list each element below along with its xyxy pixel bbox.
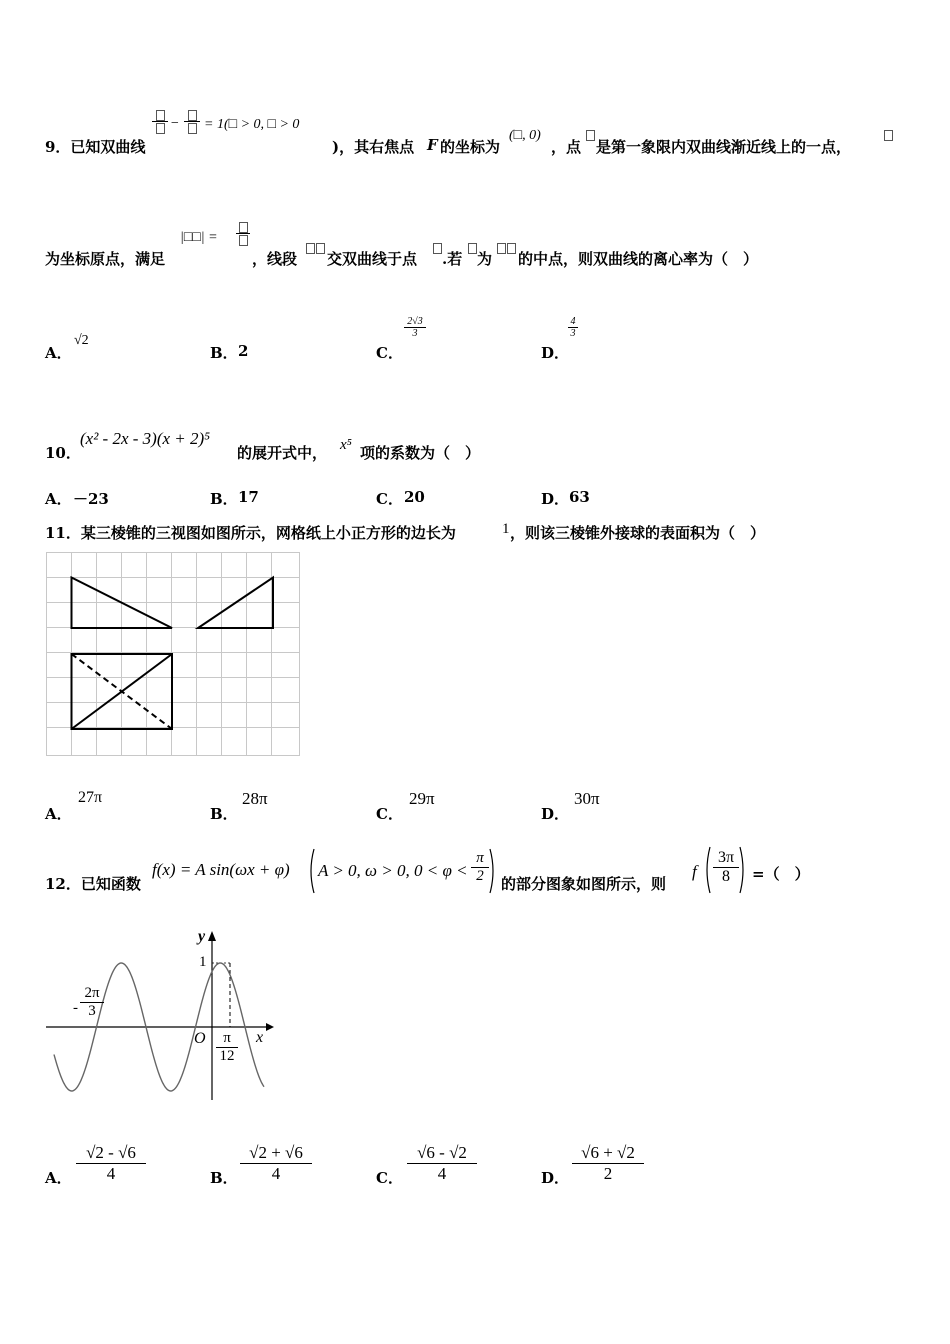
q10-number: 10． xyxy=(45,444,81,462)
q9-number: 9．已知双曲线 xyxy=(45,138,146,156)
q11-option-a[interactable]: A． xyxy=(45,805,72,823)
q9-formula: = 1(□ > 0, □ > 0 xyxy=(204,117,300,132)
q11-option-b[interactable]: B． xyxy=(210,805,238,823)
q9-option-d[interactable]: D． xyxy=(541,344,570,362)
q9-option-b[interactable]: B． xyxy=(210,344,238,362)
origin-label: O xyxy=(194,1030,206,1047)
q11-option-c[interactable]: C． xyxy=(376,805,403,823)
q11-stem: 11．某三棱锥的三视图如图所示，网格纸上小正方形的边长为 xyxy=(45,524,456,542)
q10-option-a[interactable]: A． xyxy=(45,490,72,508)
q9-option-a[interactable]: A． xyxy=(45,344,72,362)
q10-expression: (x² - 2x - 3)(x + 2)⁵ xyxy=(80,429,211,448)
q12-function: f(x) = A sin(ωx + φ) xyxy=(152,860,290,879)
q9-abs: |□□| = xyxy=(180,230,218,245)
pi-twelfth-label: $\frac{\pi}{12}$ xyxy=(216,1030,238,1065)
neg-two-pi-third-label: $\frac{2\pi}{3}$ xyxy=(80,985,104,1020)
q9-frac-y xyxy=(184,110,200,134)
q10-option-b[interactable]: B． xyxy=(210,490,238,508)
y-axis-label: y xyxy=(198,928,206,945)
q12-option-d[interactable]: D． xyxy=(541,1169,570,1187)
q11-option-d[interactable]: D． xyxy=(541,805,570,823)
q10-option-d[interactable]: D． xyxy=(541,490,570,508)
x-axis-label: x xyxy=(256,1029,264,1046)
three-view-grid-figure xyxy=(46,552,301,757)
q12-option-a[interactable]: A． xyxy=(45,1169,72,1187)
q10-option-c[interactable]: C． xyxy=(376,490,403,508)
exam-page: − = 1(□ > 0, □ > 0 9．已知双曲线 )，其右焦点 F 的坐标为 (□, 0) ，点 是第一象限内双曲线渐近线上的一点， 为坐标原点，满足 |□□| = ，线段 交双曲线于点 .若 为 的中点，则双曲线的离心率为（ ） A． √2 B． 2 C． $\frac{2√3}{3}$ D． $\frac{4}{3}$ 10． (x² - 2x - 3)(x + 2)⁵ 的展开式中， x⁵ 项的系数为（ ） A． －23 B． 17 C． 20 D． 63 11．某三棱锥的三视图如图所示，网格纸上小正方形的边长为 1 ，则该三棱锥外接球的表面积为（ ） A． 27π B． 28π C． 29π D． 30π 12．已知函数 f(x) = A sin(ωx + φ) A > 0, ω > 0, 0 < φ < $\frac{\pi}{2}$ 的部分图象如图所示，则 f $\frac{3\pi}{8}$ =（ ） y x 1 O - $\frac{2\pi}{3}$ $\frac{\pi}{12}$ A． $\frac{√2 - √6}{4}$ B． $\frac{√2 + √6}{4}$ C． $\frac{√6 - √2}{4}$ D． $\frac{√6 + √2}{2}$ xyxy=(0,0,950,1344)
q12-option-c[interactable]: C． xyxy=(376,1169,403,1187)
q9-focus-coord: (□, 0) xyxy=(509,128,541,143)
q12-number: 12．已知函数 xyxy=(45,875,141,893)
q9-option-c[interactable]: C． xyxy=(376,344,403,362)
q9-frac-x xyxy=(152,110,168,134)
q12-option-b[interactable]: B． xyxy=(210,1169,238,1187)
